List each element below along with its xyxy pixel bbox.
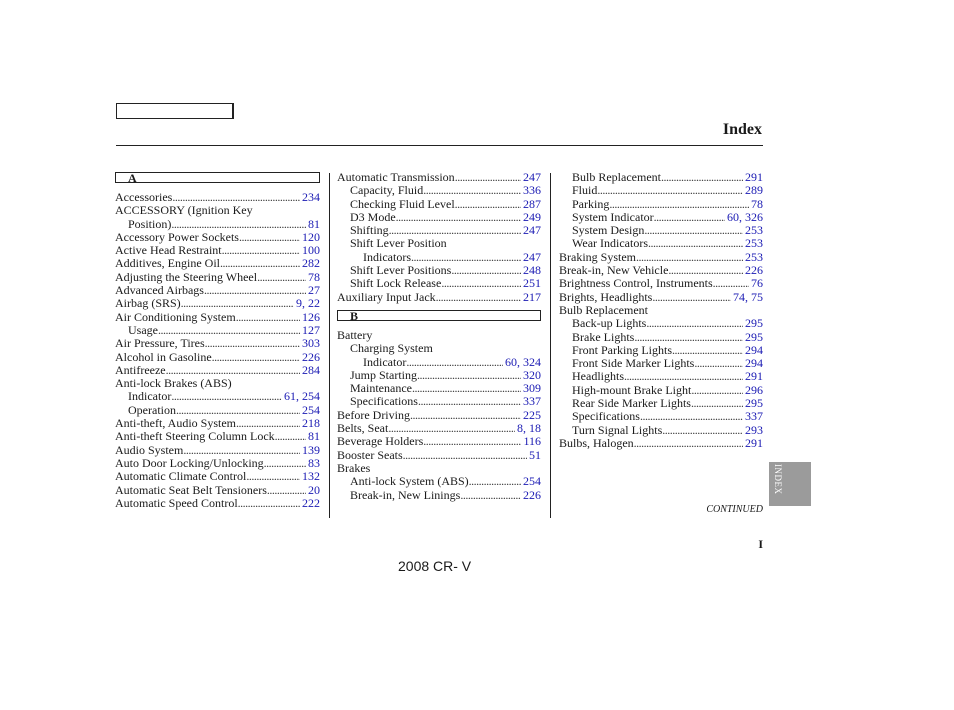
leader-dots — [455, 171, 521, 184]
index-entry[interactable] — [115, 231, 320, 244]
index-entry[interactable] — [559, 184, 763, 197]
index-entry[interactable] — [337, 449, 541, 462]
index-entry[interactable] — [559, 237, 763, 250]
leader-dots — [661, 171, 743, 184]
leader-dots — [648, 237, 743, 250]
entry-label: Shift Lever Position — [350, 236, 447, 251]
page-link[interactable]: 127 — [302, 322, 320, 337]
page-link[interactable]: 60, 326 — [727, 209, 763, 224]
page-link[interactable]: 251 — [523, 276, 541, 291]
entry-label: Anti-lock Brakes (ABS) — [115, 376, 232, 391]
index-entry — [115, 204, 320, 217]
page-link[interactable]: 282 — [302, 256, 320, 271]
page-link[interactable]: 294 — [745, 356, 763, 371]
leader-dots — [460, 489, 521, 502]
entry-label: High-mount Brake Light — [572, 382, 692, 397]
page-link[interactable]: 247 — [523, 249, 541, 264]
entry-label: Active Head Restraint — [115, 243, 222, 258]
leader-dots — [654, 211, 725, 224]
page-link[interactable]: 83 — [308, 455, 320, 470]
leader-dots — [171, 390, 282, 403]
page-link[interactable]: 291 — [745, 369, 763, 384]
page-link[interactable]: 218 — [302, 416, 320, 431]
entry-label: Maintenance — [350, 381, 412, 396]
entry-label: Automatic Transmission — [337, 170, 455, 184]
page-link[interactable]: 217 — [523, 289, 541, 304]
leader-dots — [257, 271, 306, 284]
leader-dots — [220, 257, 300, 270]
leader-dots — [406, 356, 503, 369]
leader-dots — [691, 384, 743, 397]
index-entry — [115, 377, 320, 390]
page-link[interactable]: 132 — [302, 469, 320, 484]
page-link[interactable]: 226 — [523, 487, 541, 502]
leader-dots — [662, 424, 743, 437]
leader-dots — [469, 475, 521, 488]
page-link[interactable]: 8, 18 — [517, 421, 541, 436]
leader-dots — [403, 449, 527, 462]
page-link[interactable]: 120 — [302, 229, 320, 244]
index-entry — [337, 462, 541, 475]
page-link[interactable]: 226 — [302, 349, 320, 364]
entry-label: Brights, Headlights — [559, 289, 653, 304]
entry-label: Belts, Seat — [337, 421, 389, 436]
index-entry — [559, 304, 763, 317]
index-entry[interactable] — [115, 218, 320, 231]
entry-label: Brakes — [337, 460, 371, 475]
page-link[interactable]: 249 — [523, 209, 541, 224]
leader-dots — [636, 251, 743, 264]
index-entry[interactable] — [559, 291, 763, 304]
entry-label: Front Side Marker Lights — [572, 356, 695, 371]
leader-dots — [396, 211, 521, 224]
index-entry[interactable] — [337, 184, 541, 197]
index-column-2 — [337, 171, 541, 502]
leader-dots — [176, 404, 300, 417]
leader-dots — [236, 417, 300, 430]
entry-label: Usage — [128, 322, 158, 337]
index-side-tab[interactable] — [769, 462, 811, 506]
entry-label: Antifreeze — [115, 362, 166, 377]
entry-label: Specifications — [572, 409, 640, 424]
leader-dots — [238, 497, 300, 510]
index-entry[interactable] — [115, 244, 320, 257]
leader-dots — [652, 291, 731, 304]
entry-label: Anti-lock System (ABS) — [350, 474, 469, 489]
index-entry[interactable] — [337, 369, 541, 382]
entry-label: Bulbs, Halogen — [559, 435, 634, 450]
leader-dots — [204, 284, 306, 297]
leader-dots — [205, 337, 300, 350]
index-entry[interactable] — [559, 384, 763, 397]
index-entry[interactable] — [337, 409, 541, 422]
nav-box[interactable] — [116, 103, 234, 119]
leader-dots — [668, 264, 743, 277]
leader-dots — [181, 297, 294, 310]
page-link[interactable]: 234 — [302, 190, 320, 204]
index-entry[interactable] — [337, 264, 541, 277]
index-entry[interactable] — [559, 397, 763, 410]
page-link[interactable]: 116 — [523, 434, 541, 449]
page-link[interactable]: 51 — [529, 447, 541, 462]
continued-note: CONTINUED — [706, 504, 763, 515]
index-entry[interactable] — [559, 211, 763, 224]
header-rule — [116, 145, 763, 146]
page-link[interactable]: 9, 22 — [296, 296, 320, 311]
entry-label: Capacity, Fluid — [350, 183, 424, 198]
page-link[interactable]: 253 — [745, 236, 763, 251]
leader-dots — [640, 410, 743, 423]
leader-dots — [634, 331, 743, 344]
entry-label: Airbag (SRS) — [115, 296, 181, 311]
entry-label: Automatic Seat Belt Tensioners — [115, 482, 267, 497]
entry-label: Shift Lock Release — [350, 276, 442, 291]
index-entry[interactable] — [559, 424, 763, 437]
page-link[interactable]: 295 — [745, 316, 763, 331]
index-entry[interactable] — [337, 198, 541, 211]
page-link[interactable]: 248 — [523, 263, 541, 278]
leader-dots — [441, 277, 521, 290]
entry-label: Parking — [572, 196, 610, 211]
entry-label: Position) — [128, 216, 172, 231]
page-link[interactable]: 284 — [302, 362, 320, 377]
index-entry[interactable] — [337, 251, 541, 264]
entry-label: Brightness Control, Instruments — [559, 276, 713, 291]
index-entry[interactable] — [115, 284, 320, 297]
page-link[interactable]: 254 — [523, 474, 541, 489]
index-entry — [337, 237, 541, 250]
leader-dots — [418, 395, 521, 408]
entry-label: Adjusting the Steering Wheel — [115, 269, 258, 284]
page-link[interactable]: 226 — [745, 263, 763, 278]
page-link[interactable]: 337 — [523, 394, 541, 409]
entry-label: System Indicator — [572, 209, 654, 224]
index-entry[interactable] — [337, 291, 541, 304]
page-link[interactable]: 81 — [308, 216, 320, 231]
index-entry[interactable] — [337, 435, 541, 448]
index-entry[interactable] — [115, 470, 320, 483]
page-link[interactable]: 296 — [745, 382, 763, 397]
leader-dots — [212, 351, 300, 364]
page-link[interactable]: 76 — [751, 276, 763, 291]
page-link[interactable]: 78 — [308, 269, 320, 284]
index-entry[interactable] — [559, 251, 763, 264]
index-entry — [337, 342, 541, 355]
page-link[interactable]: 27 — [308, 283, 320, 298]
index-entry[interactable] — [337, 489, 541, 502]
index-entry[interactable] — [559, 171, 763, 184]
page-link[interactable]: 61, 254 — [284, 389, 320, 404]
entry-label: Specifications — [350, 394, 418, 409]
entry-label: Accessory Power Sockets — [115, 229, 239, 244]
entry-label: Break-in, New Vehicle — [559, 263, 669, 278]
page-link[interactable]: 100 — [302, 243, 320, 258]
page-link[interactable]: 291 — [745, 170, 763, 184]
entry-label: Indicator — [363, 354, 407, 369]
index-entry[interactable] — [115, 337, 320, 350]
index-entry[interactable] — [115, 271, 320, 284]
entry-label: Braking System — [559, 249, 636, 264]
entry-label: Indicator — [128, 389, 172, 404]
index-column-1 — [115, 171, 320, 510]
index-entry[interactable] — [559, 357, 763, 370]
leader-dots — [172, 191, 300, 204]
entry-label: Beverage Holders — [337, 434, 424, 449]
page-link[interactable]: 81 — [308, 429, 320, 444]
side-tab-label: INDEX — [773, 464, 783, 495]
page-link[interactable]: 294 — [745, 342, 763, 357]
index-entry[interactable] — [337, 382, 541, 395]
page-link[interactable]: 20 — [308, 482, 320, 497]
page-link[interactable]: 309 — [523, 381, 541, 396]
page-link[interactable]: 295 — [745, 396, 763, 411]
entry-label: Back-up Lights — [572, 316, 647, 331]
section-header: A — [115, 172, 320, 183]
leader-dots — [264, 457, 306, 470]
index-entry[interactable] — [115, 297, 320, 310]
entry-label: Audio System — [115, 442, 184, 457]
page-link[interactable]: 225 — [523, 407, 541, 422]
page-link[interactable]: 78 — [751, 196, 763, 211]
index-entry[interactable] — [337, 277, 541, 290]
page-link[interactable]: 336 — [523, 183, 541, 198]
page-link[interactable]: 126 — [302, 309, 320, 324]
index-entry[interactable] — [337, 171, 541, 184]
index-entry[interactable] — [115, 351, 320, 364]
page-link[interactable]: 222 — [302, 495, 320, 510]
page-link[interactable]: 291 — [745, 435, 763, 450]
entry-label: Battery — [337, 327, 373, 342]
index-entry[interactable] — [337, 356, 541, 369]
index-entry[interactable] — [337, 224, 541, 237]
entry-label: Rear Side Marker Lights — [572, 396, 691, 411]
leader-dots — [239, 231, 300, 244]
entry-label: Break-in, New Linings — [350, 487, 461, 502]
entry-label: Jump Starting — [350, 367, 418, 382]
leader-dots — [634, 437, 743, 450]
leader-dots — [411, 251, 521, 264]
entry-label: Anti-theft Steering Column Lock — [115, 429, 275, 444]
leader-dots — [672, 344, 743, 357]
index-entry[interactable] — [115, 311, 320, 324]
entry-label: D3 Mode — [350, 209, 396, 224]
leader-dots — [236, 311, 300, 324]
entry-label: Automatic Climate Control — [115, 469, 247, 484]
page-link[interactable]: 337 — [745, 409, 763, 424]
page-link[interactable]: 60, 324 — [505, 354, 541, 369]
entry-label: Before Driving — [337, 407, 410, 422]
leader-dots — [423, 435, 521, 448]
entry-label: Accessories — [115, 190, 173, 204]
leader-dots — [455, 198, 521, 211]
entry-label: System Design — [572, 223, 645, 238]
column-divider — [329, 173, 330, 518]
entry-label: ACCESSORY (Ignition Key — [115, 203, 253, 218]
index-entry[interactable] — [115, 257, 320, 270]
entry-label: Advanced Airbags — [115, 283, 204, 298]
entry-label: Alcohol in Gasoline — [115, 349, 212, 364]
entry-label: Front Parking Lights — [572, 342, 673, 357]
index-entry[interactable] — [559, 344, 763, 357]
page-link[interactable]: 74, 75 — [733, 289, 763, 304]
leader-dots — [417, 369, 521, 382]
leader-dots — [644, 224, 743, 237]
entry-label: Bulb Replacement — [559, 302, 648, 317]
entry-label: Charging System — [350, 341, 433, 356]
leader-dots — [646, 317, 743, 330]
leader-dots — [597, 184, 743, 197]
entry-label: Headlights — [572, 369, 624, 384]
index-column-3 — [559, 171, 763, 450]
index-entry[interactable] — [115, 390, 320, 403]
leader-dots — [183, 444, 300, 457]
leader-dots — [222, 244, 300, 257]
index-entry[interactable] — [115, 444, 320, 457]
entry-label: Wear Indicators — [572, 236, 648, 251]
index-entry[interactable] — [559, 370, 763, 383]
entry-label: Automatic Speed Control — [115, 495, 238, 510]
leader-dots — [158, 324, 300, 337]
leader-dots — [166, 364, 300, 377]
index-entry — [337, 329, 541, 342]
index-entry[interactable] — [115, 324, 320, 337]
index-entry[interactable] — [337, 395, 541, 408]
index-entry[interactable] — [115, 191, 320, 204]
entry-label: Bulb Replacement — [572, 170, 661, 184]
index-entry[interactable] — [559, 331, 763, 344]
leader-dots — [410, 409, 521, 422]
entry-label: Indicators — [363, 249, 411, 264]
page-link[interactable]: 254 — [302, 402, 320, 417]
leader-dots — [267, 484, 306, 497]
index-entry[interactable] — [115, 484, 320, 497]
index-entry[interactable] — [559, 410, 763, 423]
entry-label: Auxiliary Input Jack — [337, 289, 436, 304]
entry-label: Auto Door Locking/Unlocking — [115, 455, 264, 470]
leader-dots — [451, 264, 521, 277]
index-entry[interactable] — [115, 404, 320, 417]
leader-dots — [246, 470, 300, 483]
leader-dots — [694, 357, 743, 370]
page-link[interactable]: 139 — [302, 442, 320, 457]
page-link[interactable]: 247 — [523, 170, 541, 184]
section-header: B — [337, 310, 541, 321]
index-entry[interactable] — [337, 475, 541, 488]
leader-dots — [389, 224, 521, 237]
index-entry[interactable] — [337, 211, 541, 224]
leader-dots — [609, 198, 749, 211]
leader-dots — [412, 382, 521, 395]
entry-label: Additives, Engine Oil — [115, 256, 220, 271]
index-entry[interactable] — [559, 224, 763, 237]
page-link[interactable]: 253 — [745, 223, 763, 238]
leader-dots — [691, 397, 743, 410]
index-entry[interactable] — [559, 317, 763, 330]
page-link[interactable]: 320 — [523, 367, 541, 382]
entry-label: Air Conditioning System — [115, 309, 236, 324]
leader-dots — [436, 291, 521, 304]
model-label: 2008 CR- V — [398, 558, 472, 574]
index-entry[interactable] — [115, 497, 320, 510]
entry-label: Brake Lights — [572, 329, 635, 344]
column-divider — [550, 173, 551, 518]
index-entry[interactable] — [559, 198, 763, 211]
entry-label: Shift Lever Positions — [350, 263, 452, 278]
leader-dots — [423, 184, 521, 197]
leader-dots — [624, 370, 743, 383]
page-link[interactable]: 287 — [523, 196, 541, 211]
leader-dots — [713, 277, 749, 290]
entry-label: Anti-theft, Audio System — [115, 416, 236, 431]
index-entry[interactable] — [115, 430, 320, 443]
entry-label: Operation — [128, 402, 176, 417]
page-link[interactable]: 289 — [745, 183, 763, 198]
page-link[interactable]: 293 — [745, 422, 763, 437]
index-entry[interactable] — [559, 277, 763, 290]
entry-label: Checking Fluid Level — [350, 196, 455, 211]
page-number: I — [758, 537, 763, 551]
index-entry[interactable] — [559, 264, 763, 277]
entry-label: Fluid — [572, 183, 598, 198]
index-entry[interactable] — [559, 437, 763, 450]
index-entry[interactable] — [115, 364, 320, 377]
page-link[interactable]: 303 — [302, 336, 320, 351]
page-link[interactable]: 253 — [745, 249, 763, 264]
leader-dots — [171, 218, 306, 231]
entry-label: Booster Seats — [337, 447, 403, 462]
page-link[interactable]: 247 — [523, 223, 541, 238]
leader-dots — [388, 422, 515, 435]
leader-dots — [275, 430, 306, 443]
entry-label: Turn Signal Lights — [572, 422, 663, 437]
page-link[interactable]: 295 — [745, 329, 763, 344]
index-entry[interactable] — [115, 417, 320, 430]
entry-label: Air Pressure, Tires — [115, 336, 205, 351]
page-title: Index — [722, 121, 762, 138]
index-entry[interactable] — [115, 457, 320, 470]
entry-label: Shifting — [350, 223, 389, 238]
index-entry[interactable] — [337, 422, 541, 435]
